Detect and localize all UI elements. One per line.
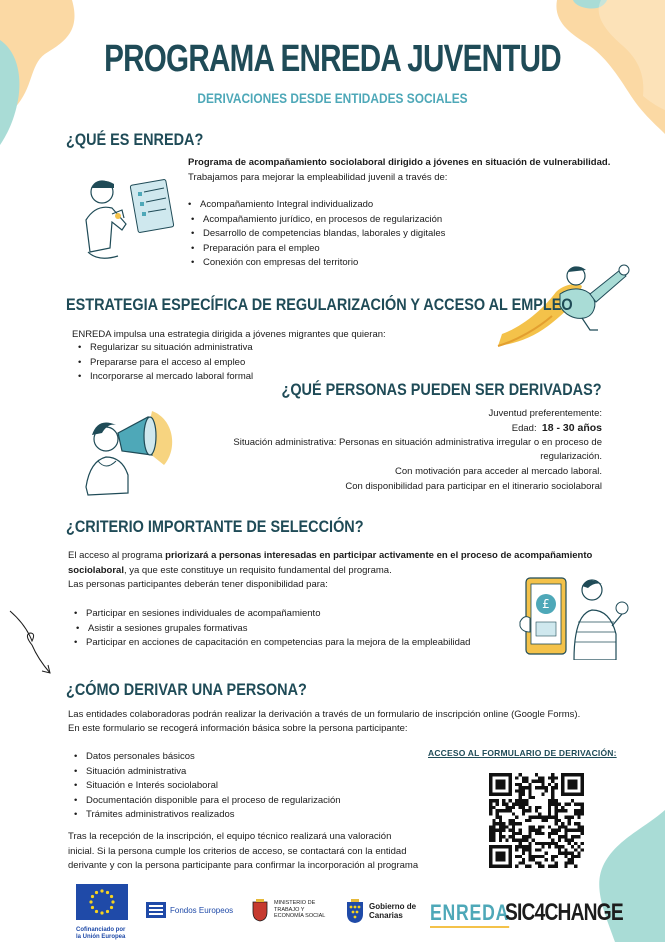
arrow-doodle-icon <box>6 605 56 680</box>
list-item: • Prepararse para el acceso al empleo <box>78 356 253 371</box>
list-item: • Incorporarse al mercado laboral formal <box>78 370 253 385</box>
qr-label: ACCESO AL FORMULARIO DE DERIVACIÓN: <box>428 748 617 758</box>
section-heading-who-can-be-referred: ¿QUÉ PERSONAS PUEDEN SER DERIVADAS? <box>281 380 602 399</box>
section3-line3a: Situación administrativa: Personas en situación administrativa irregular o en proceso de <box>233 437 602 448</box>
eu-caption: Cofinanciado por la Unión Europea <box>76 927 126 940</box>
list-item: • Desarrollo de competencias blandas, laborales y digitales <box>191 227 445 242</box>
woman-checklist-illustration <box>78 170 178 262</box>
section1-intro: Trabajamos para mejorar la empleabilidad juvenil a través de: <box>188 172 448 183</box>
section4-paragraph: El acceso al programa priorizará a personas interesadas en participar activamente en el proceso de acompañamiento sociolaboral, ya que este constituye un requisito fundamental del programa. <box>68 550 593 576</box>
coat-of-arms-icon <box>250 898 270 922</box>
list-item: • Situación e Interés sociolaboral <box>74 779 341 794</box>
section5-p1: Las entidades colaboradoras podrán realizar la derivación a través de un formulario de inscripción online (Google Forms). <box>68 709 581 720</box>
section5-list <box>74 750 341 823</box>
sic4change-logo: SIC4CHANGE <box>505 899 623 926</box>
megaphone-woman-illustration <box>82 405 192 500</box>
list-item: • Documentación disponible para el proceso de regularización <box>74 794 341 809</box>
section1-list <box>188 198 445 271</box>
page-subtitle: DERIVACIONES DESDE ENTIDADES SOCIALES <box>197 90 468 106</box>
eu-logo <box>76 884 128 941</box>
section3-line4: Con motivación para acceder al mercado laboral. <box>395 466 602 477</box>
fondos-label: Fondos Europeos <box>170 905 234 915</box>
section-heading-strategy: ESTRATEGIA ESPECÍFICA DE REGULARIZACIÓN Y ACCESO AL EMPLEO <box>66 295 573 314</box>
fondos-europeos-logo <box>146 902 233 918</box>
list-item: • Conexión con empresas del territorio <box>191 256 445 271</box>
section4-list <box>74 607 470 651</box>
left-mint-blob <box>0 0 60 150</box>
list-item: • Preparación para el empleo <box>191 242 445 257</box>
page-title: PROGRAMA ENREDA JUVENTUD <box>104 38 561 80</box>
section3-line5: Con disponibilidad para participar en el itinerario sociolaboral <box>345 481 602 492</box>
section3-line3b: regularización. <box>540 451 602 462</box>
list-item: • Regularizar su situación administrativa <box>78 341 253 356</box>
list-item: • Acompañamiento Integral individualizado <box>188 198 445 213</box>
section5-closing: Tras la recepción de la inscripción, el equipo técnico realizará una valoración inicial. Si la persona cumple los criterios de acceso, se contactará con la entidad derivante y con la persona participante para confirmar la incorporación al programa <box>68 831 419 871</box>
section1-lead: Programa de acompañamiento sociolaboral dirigido a jóvenes en situación de vulnerabilidad. <box>188 157 611 168</box>
section2-intro: ENREDA impulsa una estrategia dirigida a jóvenes migrantes que quieran: <box>72 329 386 340</box>
section-heading-selection-criteria: ¿CRITERIO IMPORTANTE DE SELECCIÓN? <box>66 517 364 536</box>
section3-age <box>512 421 602 437</box>
list-item: • Trámites administrativos realizados <box>74 808 341 823</box>
age-label: Edad: <box>511 423 537 434</box>
svg-text:£: £ <box>542 597 550 611</box>
section-heading-how-to-refer: ¿CÓMO DERIVAR UNA PERSONA? <box>66 680 307 699</box>
age-value: 18 - 30 años <box>541 422 602 434</box>
phone-euro-illustration <box>518 574 633 660</box>
list-item: • Situación administrativa <box>74 765 341 780</box>
priority-bold: priorizará a personas interesadas en participar activamente en el proceso de acompañamiento sociolaboral <box>68 550 593 576</box>
list-item: • Acompañamiento jurídico, en procesos de regularización <box>191 213 445 228</box>
gobierno-label: Gobierno de Canarias <box>369 902 417 920</box>
section-heading-what-is-enreda: ¿QUÉ ES ENREDA? <box>66 130 204 149</box>
qr-code[interactable] <box>489 773 584 868</box>
ministerio-logo <box>250 898 332 922</box>
section5-p2: En este formulario se recogerá información básica sobre la persona participante: <box>68 723 408 734</box>
section3-line1: Juventud preferentemente: <box>488 408 602 419</box>
section4-p2: Las personas participantes deberán tener disponibilidad para: <box>68 579 328 590</box>
enreda-logo: ENREDA <box>430 900 509 928</box>
list-item: • Asistir a sesiones grupales formativas <box>76 622 470 637</box>
eu-flag-icon <box>76 884 128 920</box>
list-item: • Participar en sesiones individuales de acompañamiento <box>74 607 470 622</box>
section2-list <box>78 341 253 385</box>
list-item: • Datos personales básicos <box>74 750 341 765</box>
ministerio-label: MINISTERIO DE TRABAJO Y ECONOMÍA SOCIAL <box>274 900 326 920</box>
canarias-shield-icon <box>345 898 365 924</box>
gobierno-canarias-logo <box>345 898 419 924</box>
list-item: • Participar en acciones de capacitación en competencias para la mejora de la empleabilidad <box>74 636 470 651</box>
flag-stripes-icon <box>146 902 166 918</box>
